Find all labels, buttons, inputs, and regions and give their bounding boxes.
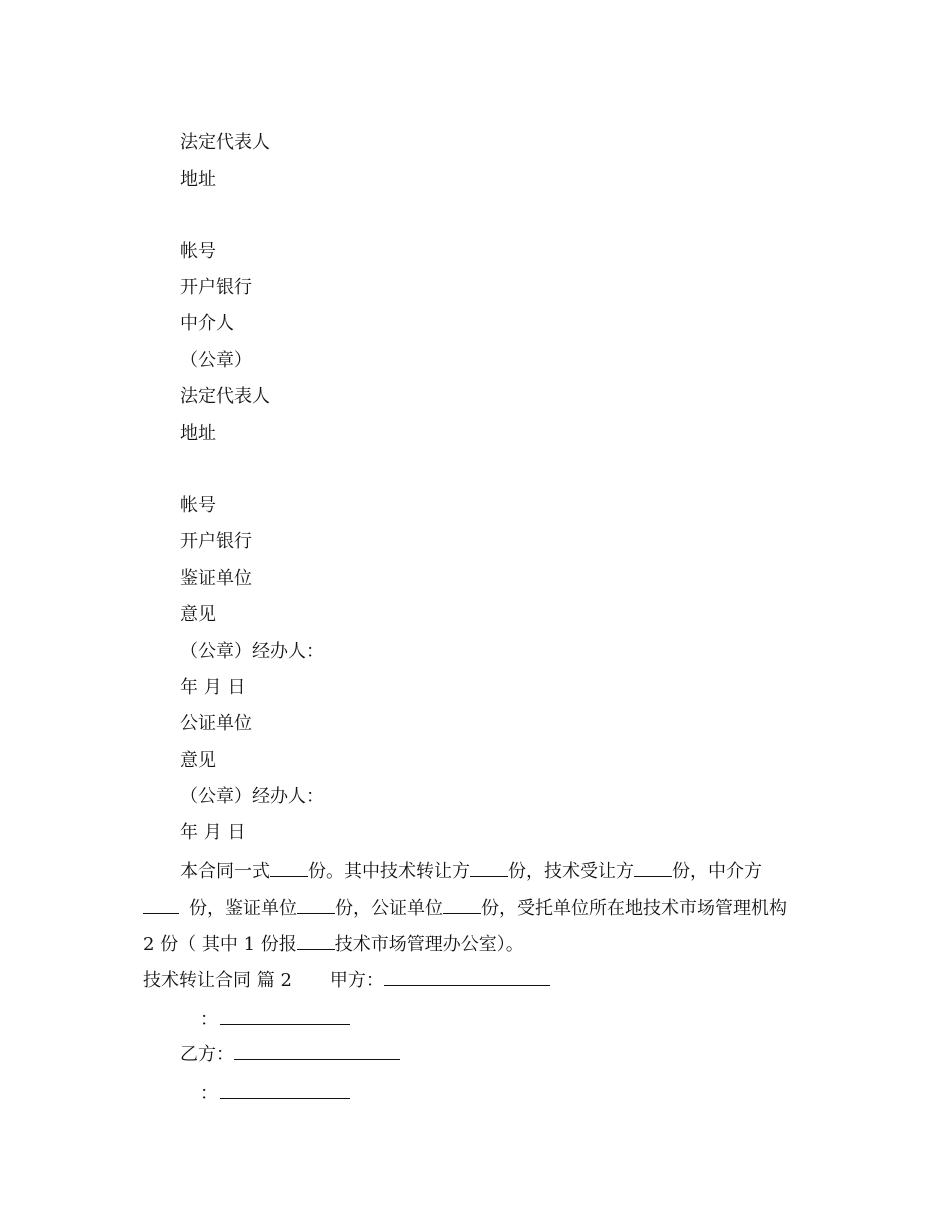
party-a-blank[interactable] [384,967,550,986]
bank-label-1: 开户银行 [180,277,252,298]
blank-intermediary-copies[interactable] [143,895,179,914]
copies-text: 份。其中技术转让方 [308,861,470,882]
copies-paragraph-line-1 [180,858,762,882]
copies-text: 2 份（ 其中 1 份报 [143,934,297,955]
party-a-label: 甲方： [329,970,384,991]
copies-paragraph-line-2 [143,895,787,919]
legal-rep-label-2: 法定代表人 [180,386,270,407]
copies-text: 份，公证单位 [335,898,443,919]
party-b-line [180,1041,400,1065]
copies-text: 技术市场管理办公室）。 [334,934,524,955]
colon-label: ： [200,1083,218,1104]
party-b-blank[interactable] [234,1041,400,1060]
section-2-title: 技术转让合同 篇 2 [143,970,292,991]
copies-text: 份，受托单位所在地技术市场管理机构 [481,898,787,919]
party-a-sub-line [200,1006,350,1030]
section-2-heading-line [143,967,550,991]
date-label-1: 年 月 日 [180,677,246,698]
copies-paragraph-line-3 [143,931,524,955]
bank-label-2: 开户银行 [180,531,252,552]
seal-handler-label-1: （公章）经办人： [180,641,324,662]
blank-office-name[interactable] [297,931,335,950]
copies-text: 份，中介方 [672,861,762,882]
copies-text: 本合同一式 [180,861,270,882]
party-a-sub-blank[interactable] [220,1006,350,1025]
seal-handler-label-2: （公章）经办人： [180,786,324,807]
address-label-1: 地址 [180,169,216,190]
blank-verification-copies[interactable] [297,895,335,914]
party-b-sub-blank[interactable] [220,1080,350,1099]
opinion-label-2: 意见 [180,750,216,771]
account-label-1: 帐号 [180,241,216,262]
intermediary-label: 中介人 [180,313,234,334]
verification-unit-label: 鉴证单位 [180,568,252,589]
party-b-label: 乙方： [180,1044,234,1065]
notary-unit-label: 公证单位 [180,713,252,734]
copies-text: 份，技术受让方 [508,861,634,882]
opinion-label-1: 意见 [180,604,216,625]
address-label-2: 地址 [180,423,216,444]
blank-notary-copies[interactable] [443,895,481,914]
blank-transferee-copies[interactable] [634,858,672,877]
blank-total-copies[interactable] [270,858,308,877]
colon-label: ： [200,1009,218,1030]
party-b-sub-line [200,1080,350,1104]
copies-text: 份，鉴证单位 [189,898,297,919]
legal-rep-label-1: 法定代表人 [180,132,270,153]
seal-label-1: （公章） [180,350,252,371]
date-label-2: 年 月 日 [180,822,246,843]
account-label-2: 帐号 [180,495,216,516]
blank-transferor-copies[interactable] [470,858,508,877]
